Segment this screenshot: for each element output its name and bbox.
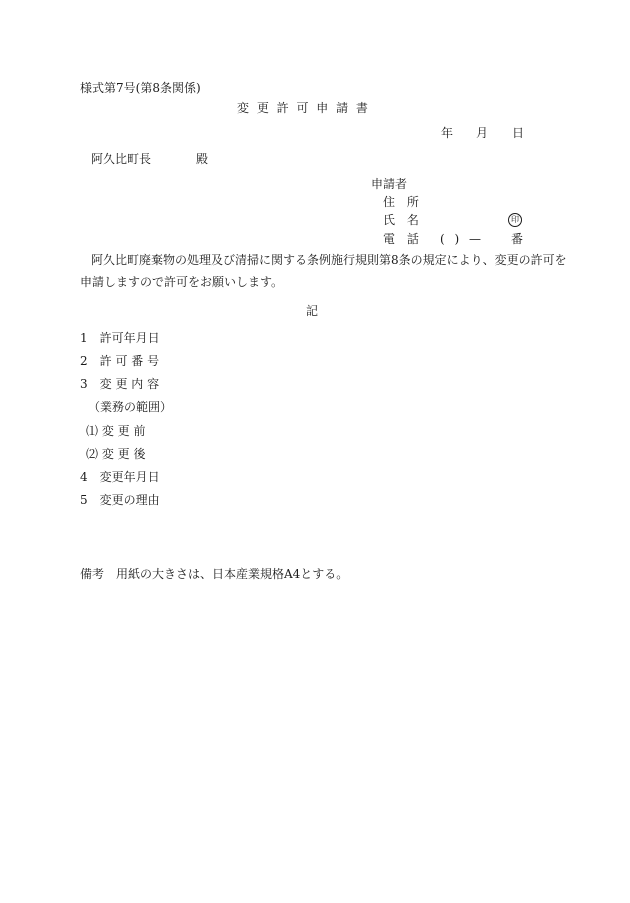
item-change-reason: 5 変更の理由 (80, 493, 160, 507)
applicant-heading: 申請者 (371, 177, 408, 191)
item-change-content: 3 変 更 内 容 (80, 377, 160, 391)
applicant-name-label: 氏 名 (383, 213, 423, 227)
date-day: 日 (512, 126, 525, 140)
seal-icon: 印 (508, 213, 522, 227)
applicant-phone-suffix: 番 (511, 232, 524, 246)
body-text-line-1: 阿久比町廃棄物の処理及び清掃に関する条例施行規則第8条の規定により、変更の許可を (91, 253, 567, 267)
item-business-scope: （業務の範囲） (88, 400, 173, 414)
addressee-honorific: 殿 (196, 152, 209, 166)
date-month: 月 (476, 126, 489, 140)
ki-heading: 記 (306, 304, 319, 318)
date-year: 年 (441, 126, 454, 140)
item-before-change: ⑴ 変 更 前 (86, 424, 146, 438)
applicant-address-label: 住 所 (383, 195, 423, 209)
applicant-phone-label: 電 話 (383, 232, 423, 246)
document-title: 変 更 許 可 申 請 書 (237, 101, 370, 115)
form-number: 様式第7号(第8条関係) (80, 81, 201, 95)
addressee-name: 阿久比町長 (91, 152, 152, 166)
item-permit-date: 1 許可年月日 (80, 331, 160, 345)
item-permit-number: 2 許 可 番 号 (80, 354, 160, 368)
remarks: 備考 用紙の大きさは、日本産業規格A4とする。 (80, 567, 349, 581)
item-change-date: 4 変更年月日 (80, 470, 160, 484)
body-text-line-2: 申請しますので許可をお願いします。 (80, 275, 284, 289)
item-after-change: ⑵ 変 更 後 (86, 447, 146, 461)
applicant-phone-format: ( ) — (440, 232, 484, 246)
